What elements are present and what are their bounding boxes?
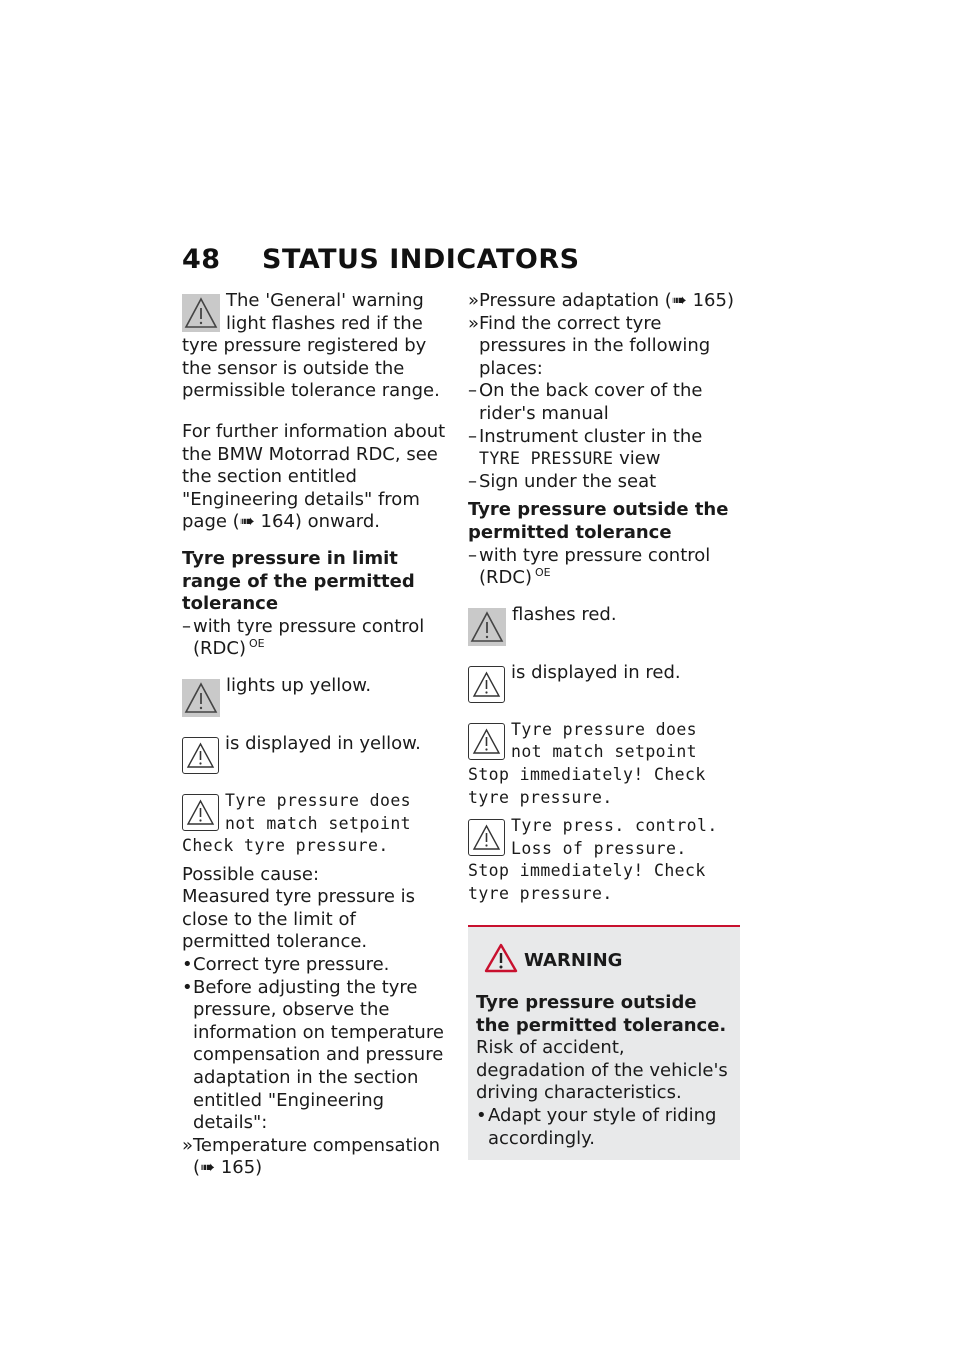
warning-bullet xyxy=(476,1105,732,1150)
warning-header xyxy=(484,943,732,980)
warning-label: WARNING xyxy=(524,950,623,972)
option-sup: OE xyxy=(248,637,265,651)
bullet-marker: • xyxy=(182,976,193,998)
reference-marker: » xyxy=(468,312,480,334)
section-title-limit: Tyre pressure in limit range of the permitted tolerance xyxy=(182,547,415,615)
general-warning-light-icon xyxy=(182,294,220,332)
place-view-word: view xyxy=(619,448,661,470)
dash-marker: – xyxy=(182,615,191,637)
displayed-red-text: is displayed in red. xyxy=(511,661,681,683)
place-item xyxy=(468,426,740,471)
lights-up-text: lights up yellow. xyxy=(226,674,372,696)
warning-bullet-text: Adapt your style of riding accordingly. xyxy=(488,1105,717,1149)
info-text: For further information about the BMW Motorrad RDC, see the section entitled "Engineering details" from page (➠ 164) onward. xyxy=(182,420,446,533)
flashes-text: flashes red. xyxy=(512,603,617,625)
intro-text: The 'General' warning light flashes red if the tyre pressure registered by the sensor is outside the permissible tolerance range. xyxy=(182,290,440,402)
bullet-item xyxy=(182,954,450,977)
warning-light-yellow-icon xyxy=(182,679,220,717)
message-warning-icon xyxy=(182,794,219,831)
displayed-red-row xyxy=(468,662,740,705)
intro-block xyxy=(182,290,450,403)
flashes-row xyxy=(468,604,740,648)
warning-box xyxy=(468,925,740,1160)
page-header xyxy=(182,240,580,280)
option-rdc xyxy=(468,545,740,590)
warning-text: Risk of accident, degradation of the vehicle's driving characteristics. xyxy=(476,1037,728,1104)
option-sup: OE xyxy=(534,566,551,580)
reference-pressure-adaptation[interactable]: Pressure adaptation (➠ 165) xyxy=(479,290,734,311)
bullet-text-1: Correct tyre pressure. xyxy=(193,954,390,976)
cause-text: Measured tyre pressure is close to the limit of permitted tolerance. xyxy=(182,886,416,953)
displayed-row xyxy=(182,733,450,776)
message-row-b xyxy=(468,815,740,905)
dash-marker: – xyxy=(468,470,477,492)
message-b-line-2: Loss of pressure. xyxy=(511,838,687,858)
section-title-outside: Tyre pressure outside the permitted tolerance xyxy=(468,499,729,543)
lights-up-row xyxy=(182,675,450,719)
warning-display-icon xyxy=(182,737,219,774)
warning-triangle-icon xyxy=(484,943,518,980)
place-item xyxy=(468,380,740,425)
message-warning-icon xyxy=(468,819,505,856)
page-title: STATUS INDICATORS xyxy=(262,244,580,275)
reference-marker: » xyxy=(182,1134,194,1156)
message-b-line-1: Tyre press. control. xyxy=(511,816,718,836)
reference-marker: » xyxy=(468,290,480,311)
reference-temperature[interactable]: Temperature compensation (➠ 165) xyxy=(193,1134,440,1179)
displayed-text: is displayed in yellow. xyxy=(225,732,421,754)
reference-item xyxy=(182,1135,450,1180)
message-line-2: not match setpoint xyxy=(225,813,412,833)
warning-title: Tyre pressure outside the permitted tolerance. xyxy=(476,992,727,1036)
page-number: 48 xyxy=(182,244,221,275)
place-back-cover: On the back cover of the rider's manual xyxy=(479,380,703,424)
message-row-a xyxy=(468,719,740,809)
reference-item xyxy=(468,313,740,381)
dash-marker: – xyxy=(468,380,477,402)
message-a-line-1: Tyre pressure does xyxy=(511,719,698,739)
dash-marker: – xyxy=(468,425,477,447)
place-seat: Sign under the seat xyxy=(479,470,657,492)
message-line-3: Check tyre pressure. xyxy=(182,836,389,856)
place-instrument-cluster: Instrument cluster in the xyxy=(479,425,703,447)
message-a-line-2: not match setpoint xyxy=(511,742,698,762)
place-tyre-pressure-view: TYRE PRESSURE xyxy=(479,449,614,469)
bullet-text-2: Before adjusting the tyre pressure, observe the information on temperature compensation and pressure adaptation in the section entitled "Engineering details": xyxy=(193,976,444,1134)
message-row xyxy=(182,790,450,858)
bullet-item xyxy=(182,977,450,1135)
place-item xyxy=(468,471,740,494)
right-column xyxy=(468,290,740,1160)
message-b-line-3: Stop immediately! Check tyre pressure. xyxy=(468,861,706,903)
message-a-line-3: Stop immediately! Check tyre pressure. xyxy=(468,764,706,807)
reference-item xyxy=(468,290,740,313)
reference-find-pressures: Find the correct tyre pressures in the following places: xyxy=(479,312,711,379)
cause-label: Possible cause: xyxy=(182,863,320,885)
left-column xyxy=(182,290,450,1180)
warning-light-red-icon xyxy=(468,608,506,646)
option-label: with tyre pressure control (RDC) xyxy=(479,544,711,589)
warning-display-icon xyxy=(468,666,505,703)
message-warning-icon xyxy=(468,723,505,760)
bullet-marker: • xyxy=(476,1105,487,1127)
option-rdc xyxy=(182,616,450,661)
option-label: with tyre pressure control (RDC) xyxy=(193,615,425,660)
bullet-marker: • xyxy=(182,954,193,976)
message-line-1: Tyre pressure does xyxy=(225,790,412,810)
dash-marker: – xyxy=(468,544,477,566)
